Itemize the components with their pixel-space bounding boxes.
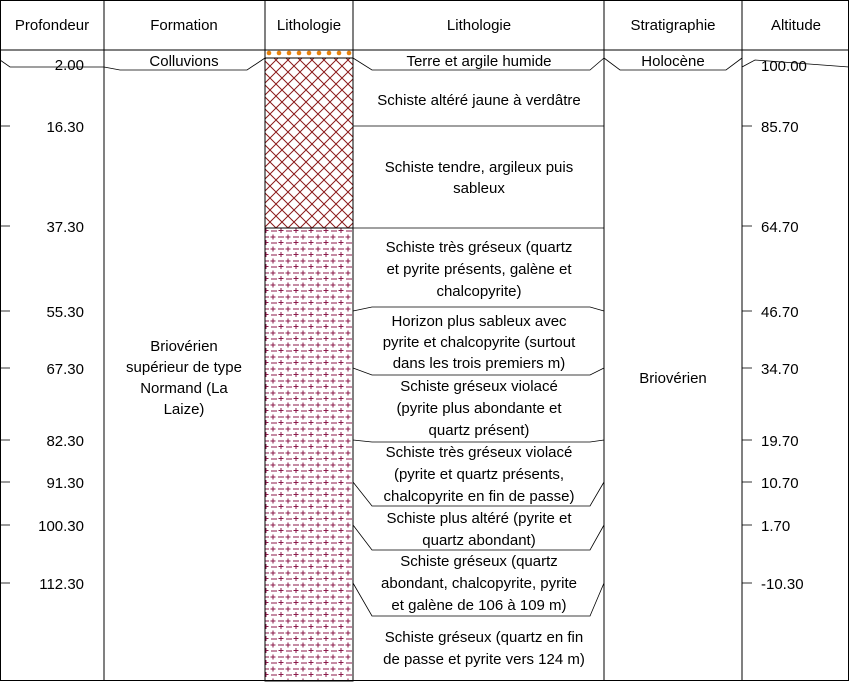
description-line: (pyrite et quartz présents, — [393, 466, 565, 483]
header-depth: Profondeur — [14, 17, 90, 34]
depth-label: 2.00 — [54, 57, 84, 74]
altitude-label: 19.70 — [761, 433, 799, 450]
altitude-label: 46.70 — [761, 304, 799, 321]
altitude-labels — [761, 58, 807, 593]
header-lithology-description: Lithologie — [446, 17, 512, 34]
description-line: de passe et pyrite vers 124 m) — [383, 651, 585, 668]
depth-label: 37.30 — [46, 219, 84, 236]
header-altitude: Altitude — [770, 17, 822, 34]
depth-label: 67.30 — [46, 361, 84, 378]
altitude-label: 100.00 — [761, 58, 807, 75]
altitude-label: 1.70 — [761, 518, 791, 535]
depth-label: 112.30 — [39, 576, 84, 593]
lithology-column — [265, 50, 353, 681]
lithology-unit-weathered-schist — [265, 58, 353, 228]
altitude-label: 10.70 — [761, 475, 799, 492]
description-line: Schiste tendre, argileux puis — [384, 159, 574, 176]
depth-labels — [38, 57, 84, 593]
description-line: et pyrite présents, galène et — [386, 261, 572, 278]
description-line: chalcopyrite en fin de passe) — [383, 488, 575, 505]
depth-label: 100.30 — [38, 518, 84, 535]
formation-column — [126, 53, 242, 418]
description-line: Schiste gréseux (quartz en fin — [384, 629, 584, 646]
lithology-descriptions — [377, 53, 585, 668]
description-line: Schiste gréseux violacé — [400, 378, 558, 395]
header-lithology-column: Lithologie — [276, 17, 342, 34]
altitude-label: 34.70 — [761, 361, 799, 378]
description-line: pyrite et chalcopyrite (surtout — [382, 334, 576, 351]
altitude-label: -10.30 — [761, 576, 804, 593]
depth-label: 91.30 — [46, 475, 84, 492]
stratigraphy-main: Briovérien — [639, 370, 707, 387]
description-line: Horizon plus sableux avec — [391, 313, 567, 330]
depth-label: 82.30 — [46, 433, 84, 450]
formation-main-line: Briovérien — [150, 338, 218, 355]
lithology-unit-sandy-schist — [265, 228, 353, 681]
description-line: quartz présent) — [428, 422, 530, 439]
description-line: quartz abondant) — [422, 532, 536, 549]
formation-main-line: supérieur de type — [126, 359, 242, 376]
stratigraphy-column — [639, 53, 707, 387]
description-line: Schiste gréseux (quartz — [400, 553, 558, 570]
description-line: Terre et argile humide — [406, 53, 552, 70]
formation-main-line: Normand (La — [140, 380, 228, 397]
description-line: dans les trois premiers m) — [392, 355, 566, 372]
description-line: Schiste très gréseux violacé — [385, 444, 573, 461]
description-line: et galène de 106 à 109 m) — [391, 597, 567, 614]
description-line: chalcopyrite) — [436, 283, 522, 300]
formation-main-line: Laize) — [163, 401, 205, 418]
depth-label: 55.30 — [46, 304, 84, 321]
lithology-dots — [267, 51, 352, 56]
description-line: abondant, chalcopyrite, pyrite — [381, 575, 577, 592]
depth-label: 16.30 — [46, 119, 84, 136]
altitude-label: 64.70 — [761, 219, 799, 236]
altitude-label: 85.70 — [761, 119, 799, 136]
description-line: sableux — [453, 180, 505, 197]
formation-top: Colluvions — [149, 53, 219, 70]
header-stratigraphy: Stratigraphie — [630, 17, 716, 34]
description-line: Schiste plus altéré (pyrite et — [386, 510, 572, 527]
header-formation: Formation — [150, 17, 218, 34]
description-line: Schiste altéré jaune à verdâtre — [377, 92, 581, 109]
stratigraphy-top: Holocène — [641, 53, 705, 70]
header-row — [15, 17, 821, 34]
description-line: Schiste très gréseux (quartz — [385, 239, 573, 256]
description-line: (pyrite plus abondante et — [396, 400, 562, 417]
